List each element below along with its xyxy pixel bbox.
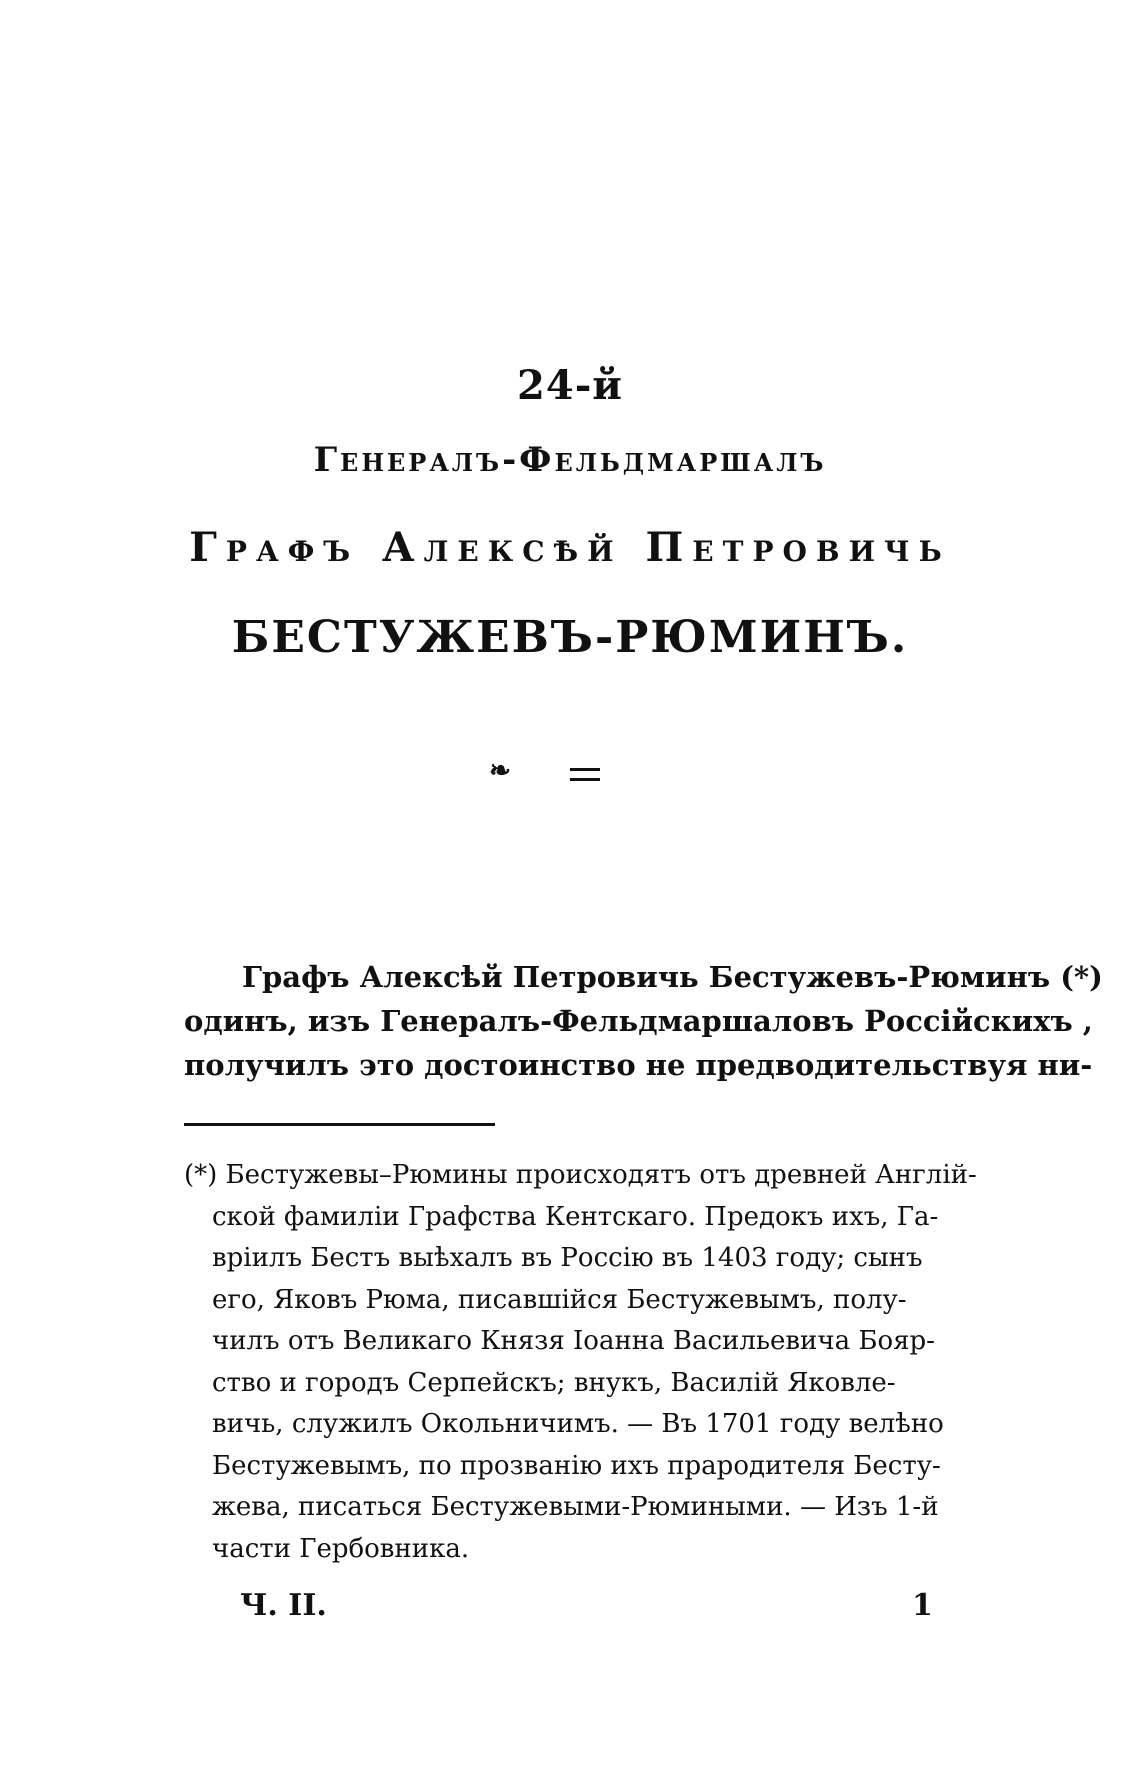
footnote-line: Бестужевымъ, по прозванію ихъ прародителя Бесту-	[212, 1450, 941, 1481]
paragraph-line: одинъ, изъ Генералъ-Фельдмаршаловъ Россійскихъ ,	[184, 1004, 1093, 1038]
page-number: 1	[912, 1588, 933, 1623]
footnote-line: жева, писаться Бестужевыми-Рюмиными. — Изъ 1-й	[212, 1492, 939, 1522]
paragraph-line: получилъ это достоинство не предводительствуя ни-	[184, 1048, 1093, 1082]
footnote-line: вичь, служилъ Окольничимъ. — Въ 1701 году велѣно	[212, 1409, 944, 1439]
paragraph-line: Графъ Алексѣй Петровичь Бестужевъ-Рюминъ (*)	[242, 960, 1103, 994]
person-surname: БЕСТУЖЕВЪ-РЮМИНЪ.	[231, 612, 909, 663]
footnote-line: чилъ отъ Великаго Князя Іоанна Васильевича Бояр-	[212, 1326, 935, 1356]
rank-title: Генералъ-Фельдмаршалъ	[313, 440, 827, 480]
person-name: Графъ Алексѣй Петровичь	[189, 524, 951, 571]
footnote-line: врiилъ Бестъ выѣхалъ въ Россію въ 1403 году; сынъ	[212, 1243, 923, 1273]
footnote-line: части Гербовника.	[212, 1533, 470, 1564]
main-paragraph	[184, 955, 1103, 1087]
footnote-separator	[184, 1123, 495, 1126]
footnote-line: ство и городъ Серпейскъ; внукъ, Василій Яковле-	[212, 1367, 896, 1398]
ornamental-double-rule	[570, 768, 600, 781]
footnote-line: его, Яковъ Рюма, писавшійся Бестужевымъ, полу-	[212, 1284, 907, 1315]
fleuron-ornament-icon: ❧	[489, 756, 511, 786]
footnote-line: ской фамиліи Графства Кентскаго. Предокъ ихъ, Га-	[212, 1201, 939, 1232]
footnote-line: (*) Бестужевы–Рюмины происходятъ отъ древней Англій-	[184, 1160, 977, 1190]
signature-mark: Ч. II.	[240, 1588, 327, 1623]
footnote	[184, 1155, 1014, 1570]
chapter-number: 24-й	[517, 362, 623, 409]
